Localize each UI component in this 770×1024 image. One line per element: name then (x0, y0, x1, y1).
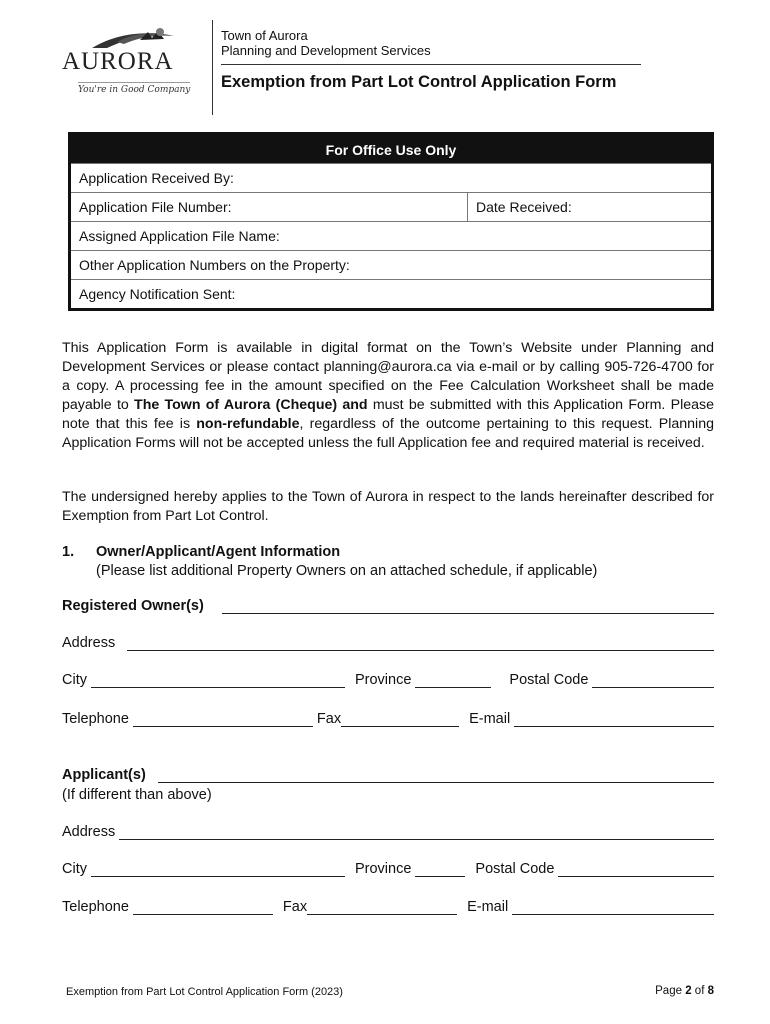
header-divider (212, 20, 213, 115)
section-title: Owner/Applicant/Agent Information (96, 544, 341, 560)
applicant-label: Applicant(s) (62, 767, 146, 783)
office-use-table (68, 132, 714, 311)
table-row (71, 250, 711, 279)
applicant-city-label: City (62, 861, 87, 877)
other-numbers-field[interactable]: Other Application Numbers on the Property: (79, 257, 350, 273)
applicant-address-input[interactable] (119, 825, 714, 840)
page-label: Page (655, 985, 686, 997)
page-total: 8 (707, 985, 714, 997)
owner-city-row (62, 668, 714, 688)
page-indicator (655, 985, 714, 997)
owner-address-row (62, 631, 714, 651)
applicant-city-input[interactable] (91, 862, 345, 877)
applicant-province-input[interactable] (415, 862, 465, 877)
owner-address-label: Address (62, 635, 116, 651)
date-received-field[interactable]: Date Received: (476, 199, 572, 215)
applicant-contact-row (62, 895, 714, 915)
applicant-postal-label: Postal Code (475, 861, 555, 877)
agency-notification-field[interactable]: Agency Notification Sent: (79, 286, 236, 302)
applicant-telephone-label: Telephone (62, 899, 129, 915)
owner-address-input[interactable] (127, 636, 714, 651)
header-rule (221, 64, 641, 65)
applicant-province-label: Province (354, 861, 412, 877)
table-row (71, 221, 711, 250)
owner-province-label: Province (354, 672, 412, 688)
payee-emphasis: The Town of Aurora (Cheque) and (134, 397, 368, 413)
logo-wordmark: AURORA (62, 48, 174, 75)
table-row (71, 279, 711, 308)
applicant-postal-input[interactable] (558, 862, 714, 877)
logo-tagline: You're in Good Company (78, 82, 190, 95)
office-use-heading: For Office Use Only (71, 135, 711, 163)
intro-text: must be submitted with this Application Form. Please note that this fee is (62, 397, 714, 432)
org-department: Planning and Development Services (221, 43, 431, 58)
applicant-address-label: Address (62, 824, 116, 840)
table-row (71, 163, 711, 192)
owner-contact-row (62, 707, 714, 727)
registered-owner-input[interactable] (222, 599, 714, 614)
registered-owner-label: Registered Owner(s) (62, 598, 204, 614)
file-name-field[interactable]: Assigned Application File Name: (79, 228, 280, 244)
owner-telephone-input[interactable] (133, 712, 313, 727)
registered-owner-row (62, 594, 714, 614)
applicant-email-label: E-mail (467, 899, 509, 915)
applicant-city-row (62, 857, 714, 877)
applicant-address-row (62, 820, 714, 840)
intro-text: , regardless of the outcome pertaining to this request. Planning Application Forms will not be accepted unless the full Application fee and required material is received. (62, 416, 714, 451)
owner-telephone-label: Telephone (62, 711, 129, 727)
application-statement: The undersigned hereby applies to the Town of Aurora in respect to the lands hereinafter described for Exemption from Part Lot Control. (62, 489, 714, 524)
page-number: 2 (685, 985, 692, 997)
non-refundable-emphasis: non-refundable (196, 416, 300, 432)
section-number: 1. (62, 544, 75, 560)
intro-text: This Application Form is available in digital format on the Town’s Website under Planning and Development Services or please contact planning@aurora.ca via e-mail or by calling 905-726-4700 for a copy. A processing fee in the amount specified on the Fee Calculation Worksheet shall be made payable to (62, 340, 714, 413)
received-by-field[interactable]: Application Received By: (79, 170, 234, 186)
town-logo (62, 26, 212, 106)
owner-city-input[interactable] (91, 673, 345, 688)
owner-city-label: City (62, 672, 87, 688)
applicant-input[interactable] (158, 768, 714, 783)
form-title: Exemption from Part Lot Control Application Form (221, 73, 617, 91)
org-town: Town of Aurora (221, 28, 308, 43)
applicant-telephone-input[interactable] (133, 900, 273, 915)
applicant-note: (If different than above) (62, 787, 212, 803)
applicant-row (62, 763, 714, 783)
owner-email-input[interactable] (514, 712, 714, 727)
page-of: of (691, 985, 708, 997)
owner-email-label: E-mail (469, 711, 511, 727)
owner-province-input[interactable] (415, 673, 491, 688)
intro-paragraph (62, 339, 714, 453)
owner-postal-input[interactable] (592, 673, 714, 688)
organization-name (221, 28, 431, 58)
owner-fax-input[interactable] (341, 712, 459, 727)
table-row (71, 192, 711, 221)
file-number-field[interactable]: Application File Number: (71, 193, 468, 221)
applicant-fax-label: Fax (282, 899, 308, 915)
footer-form-name: Exemption from Part Lot Control Application Form (2023) (66, 986, 343, 998)
section-note: (Please list additional Property Owners on an attached schedule, if applicable) (96, 563, 598, 579)
owner-fax-label: Fax (316, 711, 342, 727)
applicant-email-input[interactable] (512, 900, 714, 915)
owner-postal-label: Postal Code (509, 672, 589, 688)
applicant-fax-input[interactable] (307, 900, 457, 915)
